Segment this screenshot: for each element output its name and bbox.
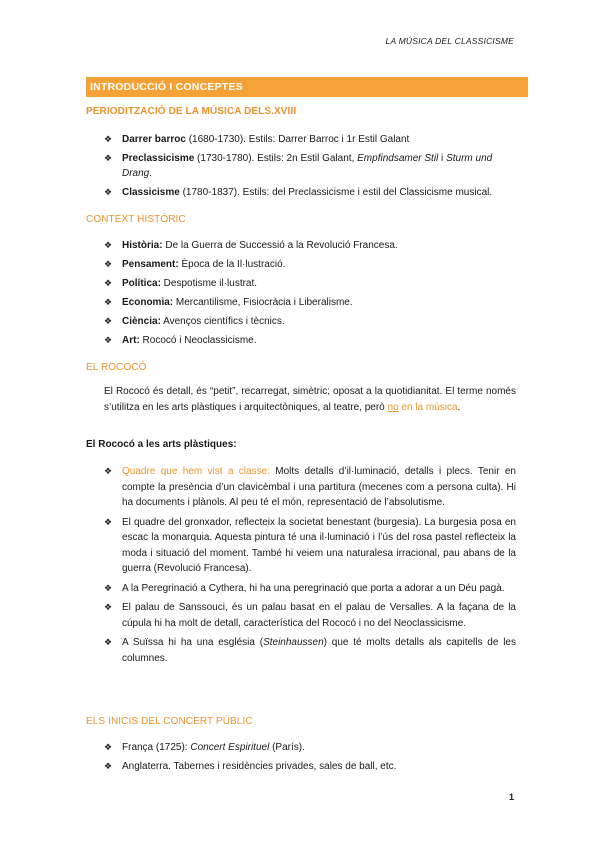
- diamond-bullet-icon: ❖: [104, 240, 113, 250]
- list-item: ❖ Anglaterra. Tabernes i residències privades, sales de ball, etc.: [104, 759, 516, 775]
- list-item: ❖ Classicisme (1780-1837). Estils: del Preclassicisme i estil del Classicisme musical.: [104, 185, 516, 201]
- list-item: ❖ Pensament: Època de la Il·lustració.: [104, 257, 516, 273]
- rococo-paragraph: El Rococó és detall, és “petit”, recarregat, simètric; oposat a la quotidianitat. El terme només s’utilitza en les arts plàstiques i arquitectòniques, al teatre, però no en la música.: [104, 386, 516, 413]
- diamond-bullet-icon: ❖: [104, 316, 113, 327]
- page-number: 1: [508, 792, 514, 802]
- list-item: ❖ França (1725): Concert Espirituel (París).: [104, 740, 516, 756]
- list-item: ❖ El quadre del gronxador, reflecteix la societat benestant (burgesia). La burgesia posa en escac la monarquia. Aquesta pintura té una il·luminació i l’ús del rosa pastel reflecteix la moda i situació del moment. També hi veiem una naturalesa irracional, pau abans de la guerra (Revolució Francesa).: [104, 516, 516, 574]
- diamond-bullet-icon: ❖: [104, 582, 113, 593]
- diamond-bullet-icon: ❖: [104, 742, 113, 752]
- diamond-bullet-icon: ❖: [104, 602, 113, 612]
- rococo-arts-list: [104, 464, 516, 670]
- diamond-bullet-icon: ❖: [104, 259, 113, 270]
- section-banner: INTRODUCCIÓ I CONCEPTES: [86, 77, 528, 97]
- diamond-bullet-icon: ❖: [104, 761, 113, 772]
- list-item: ❖ El palau de Sanssouci, és un palau basat en el palau de Versalles. A la façana de la cúpula hi ha molt de detall, característica del Rococó i no del Neoclassicisme.: [104, 602, 516, 629]
- context-list: [104, 238, 516, 353]
- concert-heading: ELS INICIS DEL CONCERT PÚBLIC: [86, 716, 253, 727]
- diamond-bullet-icon: ❖: [104, 186, 113, 197]
- list-item: ❖ Art: Rococó i Neoclassicisme.: [104, 333, 516, 349]
- periodization-list: [104, 132, 516, 203]
- rococo-heading: EL ROCOCÓ: [86, 362, 147, 373]
- list-item: ❖ A la Peregrinació a Cythera, hi ha una peregrinació que porta a adorar a un Déu pagà.: [104, 581, 516, 597]
- diamond-bullet-icon: ❖: [104, 637, 113, 647]
- diamond-bullet-icon: ❖: [104, 516, 113, 527]
- diamond-bullet-icon: ❖: [104, 335, 113, 346]
- list-item: ❖ Política: Despotisme il·lustrat.: [104, 276, 516, 292]
- context-heading: CONTEXT HISTÒRIC: [86, 214, 186, 225]
- emphasis-no: no: [387, 401, 399, 413]
- running-header: LA MÚSICA DEL CLASSICISME: [385, 36, 514, 46]
- list-item: ❖ Darrer barroc (1680-1730). Estils: Darrer Barroc i 1r Estil Galant: [104, 132, 516, 148]
- list-item: ❖ Història: De la Guerra de Successió a la Revolució Francesa.: [104, 238, 516, 254]
- diamond-bullet-icon: ❖: [104, 278, 113, 289]
- periodization-heading: PERIODITZACIÓ DE LA MÚSICA DELS.XVIII: [86, 106, 297, 117]
- concert-list: [104, 740, 516, 778]
- diamond-bullet-icon: ❖: [104, 297, 113, 308]
- diamond-bullet-icon: ❖: [104, 466, 113, 476]
- list-item: ❖ Ciència: Avenços científics i tècnics.: [104, 314, 516, 330]
- list-item: ❖ Quadre que hem vist a classe: Molts detalls d’il·luminació, detalls i plecs. Tenir en compte la presència d’un clavicèmbal i una partitura (mecenes com a persona culta). Hi ha documents i plànols. Al peu té el món, representació de l’absolutisme.: [104, 466, 516, 508]
- list-item: ❖ Preclassicisme (1730-1780). Estils: 2n Estil Galant, Empfindsamer Stil i Sturm und Drang.: [104, 152, 493, 179]
- list-item: ❖ Economia: Mercantilisme, Fisiocràcia i Liberalisme.: [104, 295, 516, 311]
- list-item: ❖ A Suïssa hi ha una església (Steinhaussen) que té molts detalls als capitells de les columnes.: [104, 637, 516, 664]
- rococo-arts-heading: El Rococó a les arts plàstiques:: [86, 439, 237, 450]
- diamond-bullet-icon: ❖: [104, 134, 113, 144]
- diamond-bullet-icon: ❖: [104, 152, 113, 163]
